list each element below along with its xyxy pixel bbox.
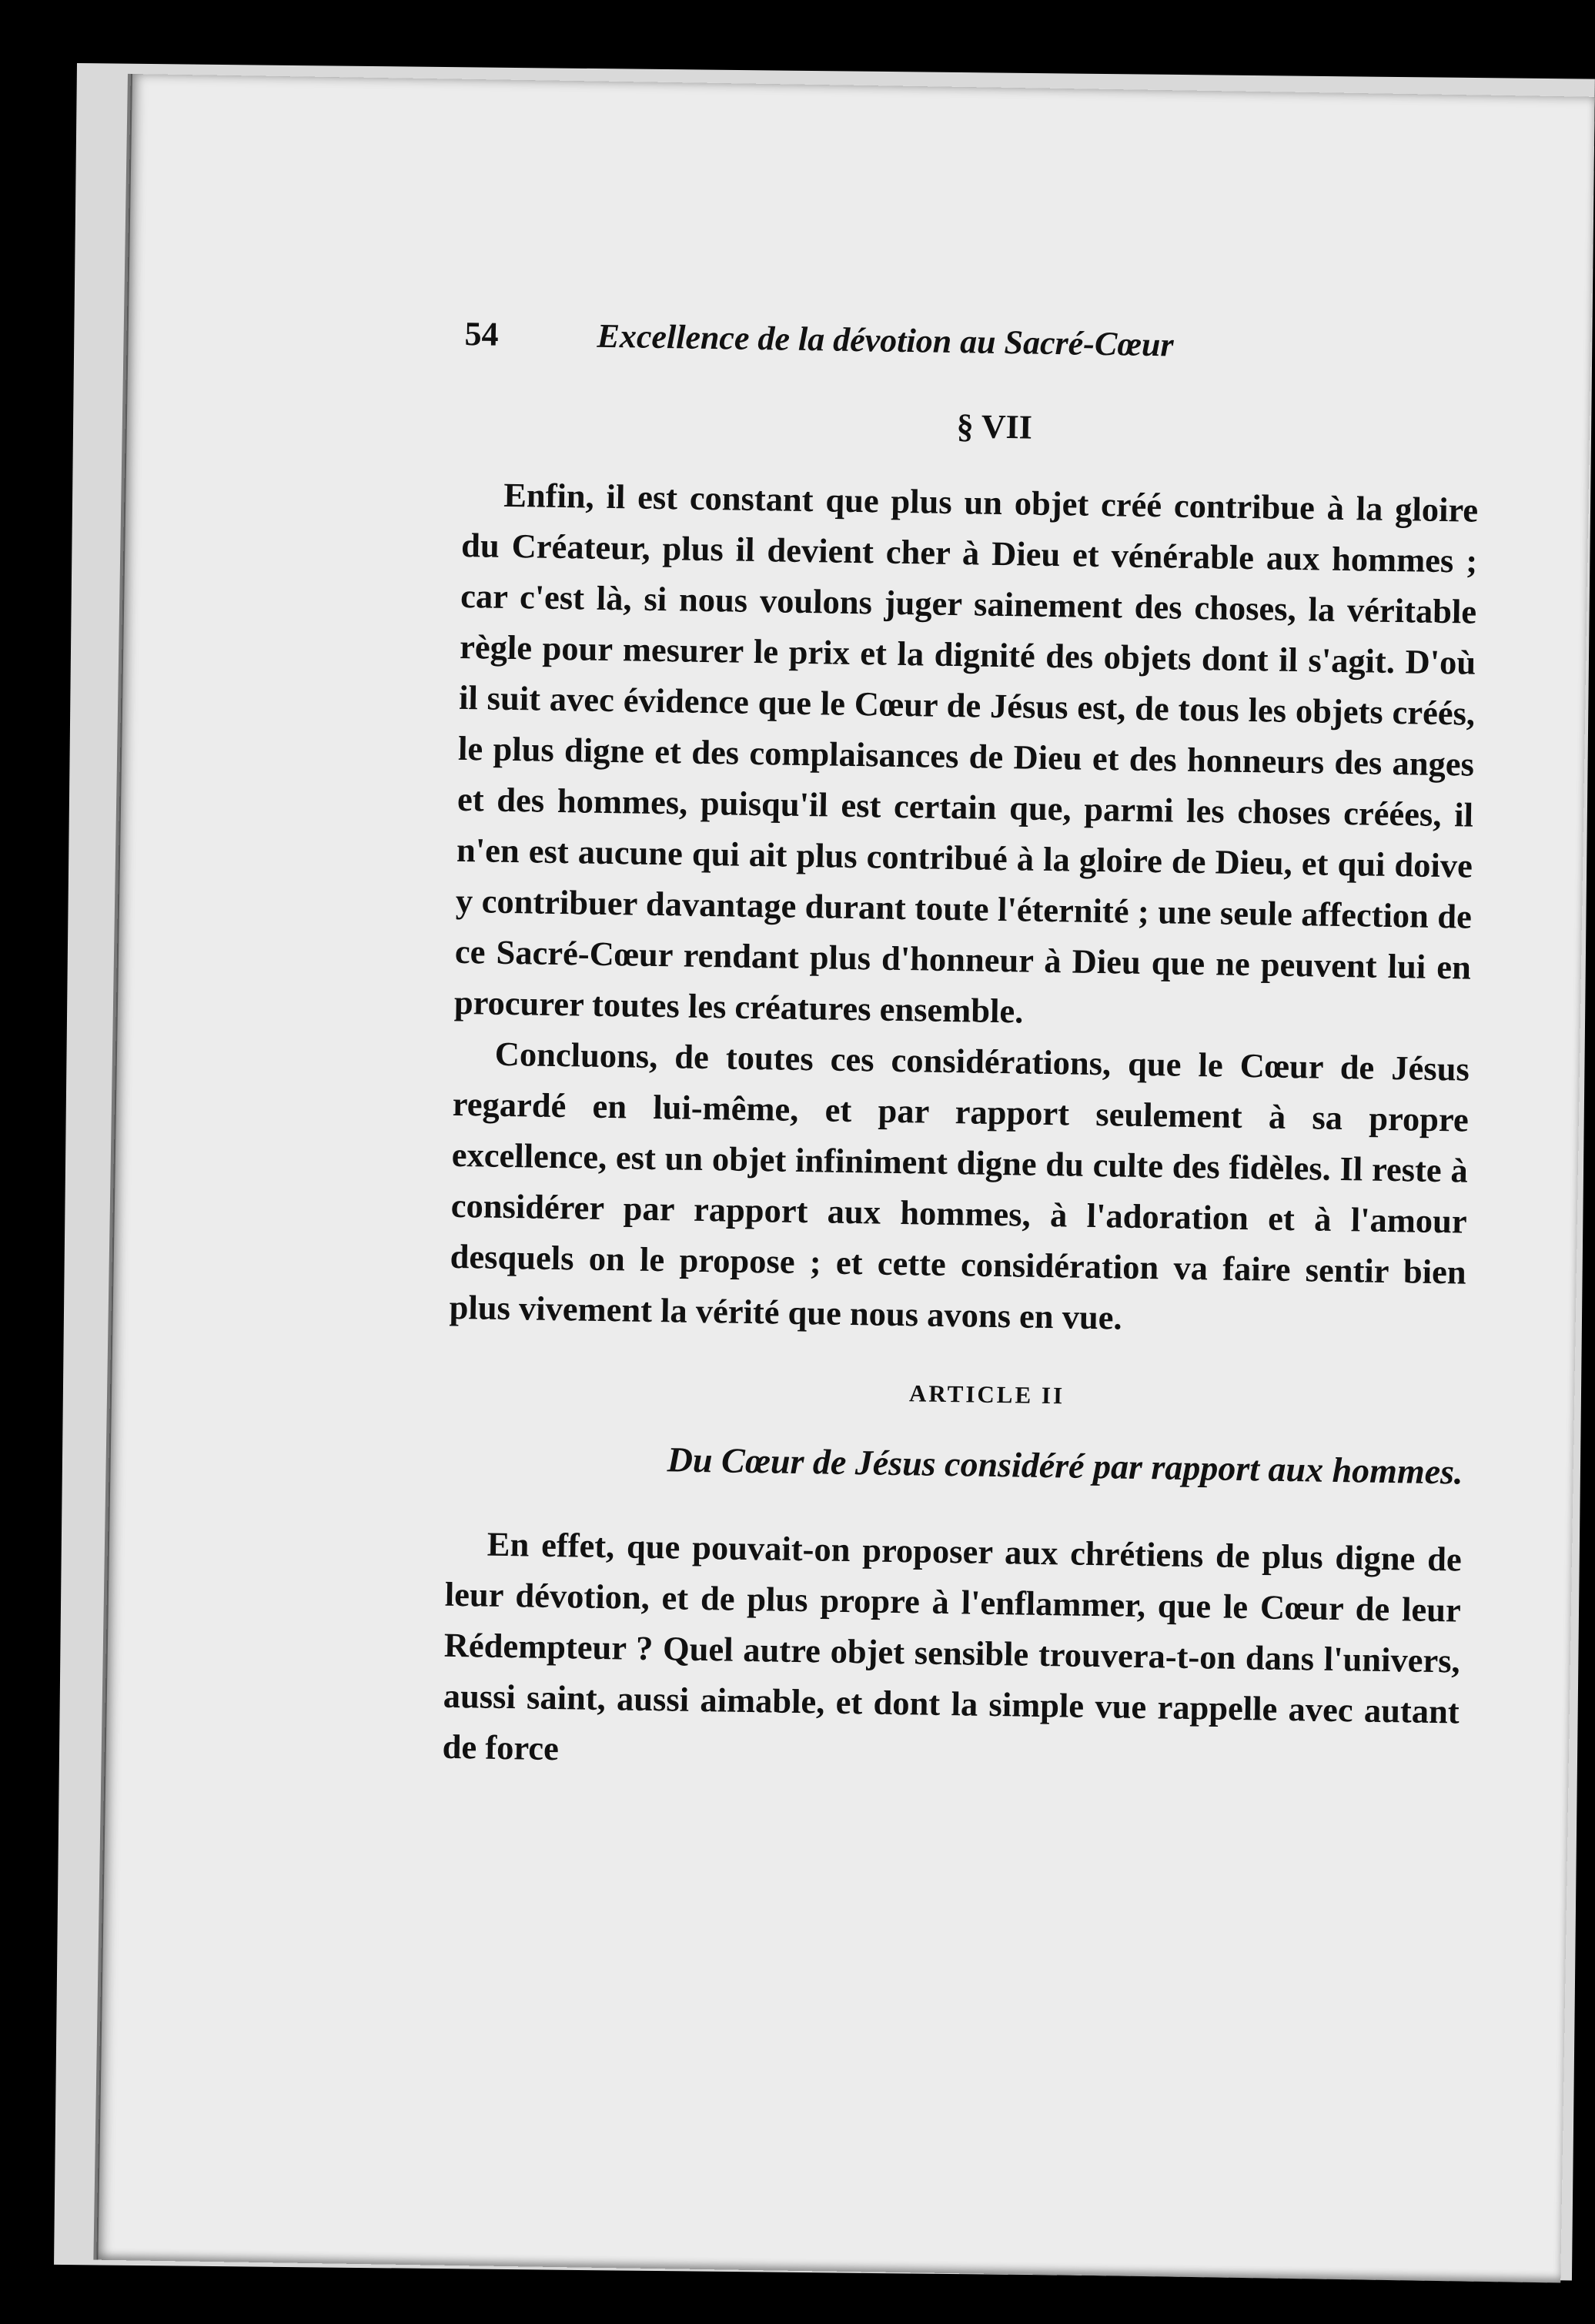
article-subtitle: Du Cœur de Jésus considéré par rapport aux hommes. [667, 1440, 1463, 1492]
page-number: 54 [464, 314, 499, 353]
running-title: Excellence de la dévotion au Sacré-Cœur [597, 316, 1175, 364]
section-heading: § VII [956, 407, 1033, 446]
body-paragraph: Enfin, il est constant que plus un objet créé contribue à la gloire du Créateur, plus il devient cher à Dieu et vénérable aux hommes ; car c'est là, si nous voulons juger sainement des choses, la véritable règle pour mesurer le prix et la dignité des objets dont il s'agit. D'où il suit avec évidence que le Cœur de Jésus est, de tous les objets créés, le plus digne et des complaisances de Dieu et des honneurs des anges et des hommes, puisqu'il est certain que, parmi les choses créées, il n'en est aucune qui ait plus contribué à la gloire de Dieu, et qui doive y contribuer davantage durant toute l'éternité ; une seule affection de ce Sacré-Cœur rendant plus d'honneur à Dieu que ne peuvent lui en procurer toutes les créatures ensemble. [453, 475, 1479, 1031]
page-text-block [442, 314, 1481, 1788]
body-paragraph: En effet, que pouvait-on proposer aux chrétiens de plus digne de leur dévotion, et de plus propre à l'enflammer, que le Cœur de leur Rédempteur ? Quel autre objet sensible trouvera-t-on dans l'univers, aussi saint, aussi aimable, et dont la simple vue rappelle avec autant de force [442, 1524, 1463, 1768]
article-heading: ARTICLE II [908, 1379, 1065, 1409]
body-paragraph: Concluons, de toutes ces considérations, que le Cœur de Jésus regardé en lui-même, et par rapport seulement à sa propre excellence, est un objet infiniment digne du culte des fidèles. Il reste à considérer par rapport aux hommes, à l'adoration et à l'amour desquels on le propose ; et cette considération va faire sentir bien plus vivement la vérité que nous avons en vue. [449, 1034, 1470, 1337]
